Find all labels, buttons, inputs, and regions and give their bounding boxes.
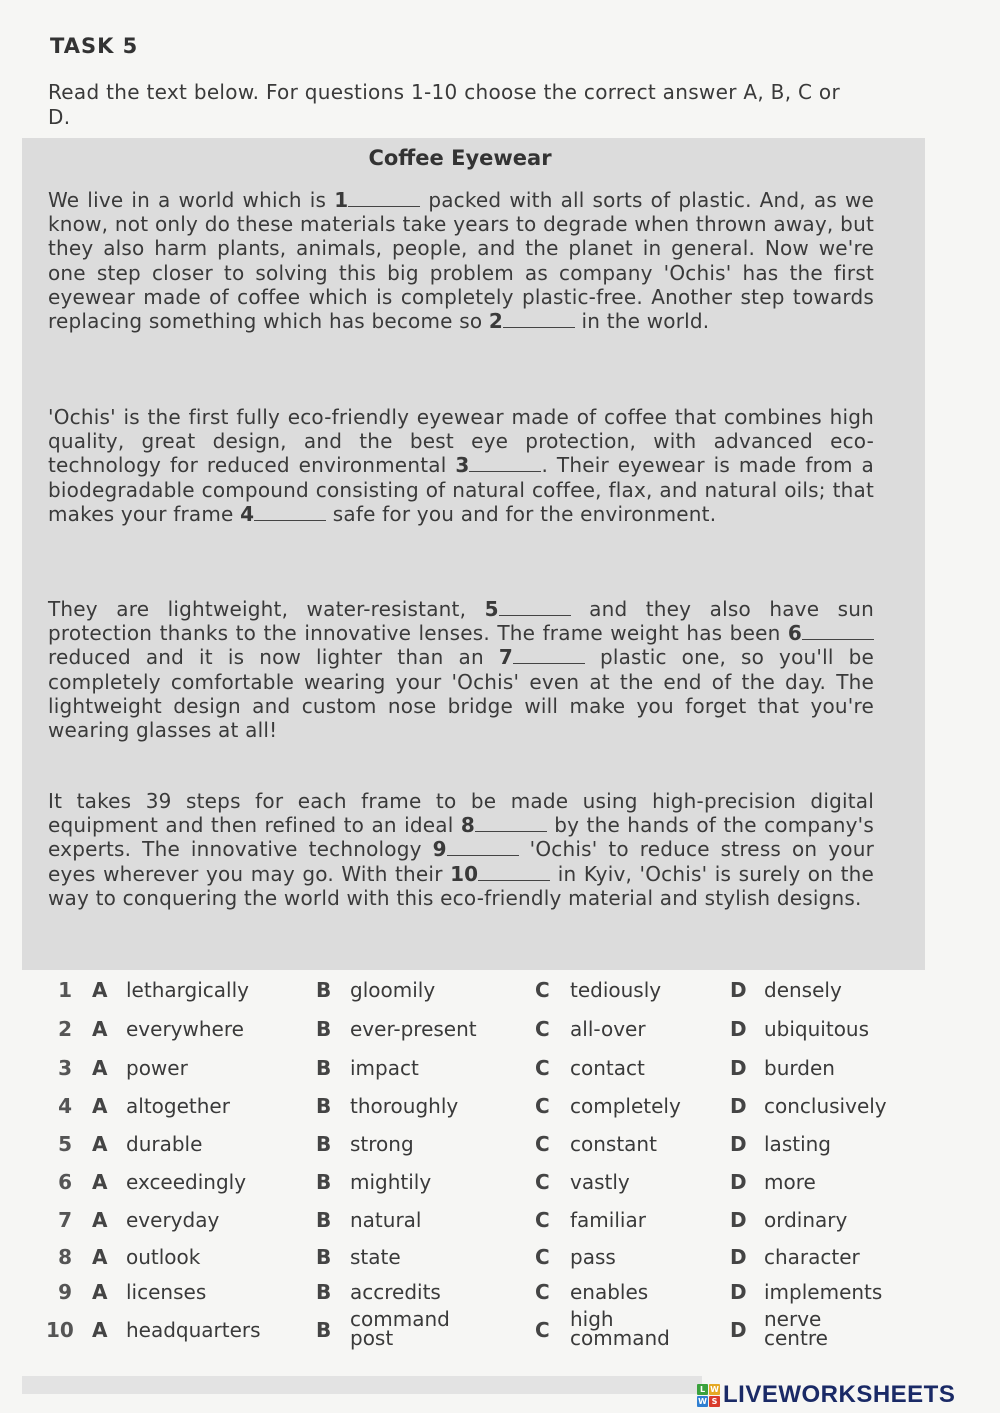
option-letter: B: [316, 1170, 332, 1194]
option-letter: D: [730, 1017, 747, 1041]
option-c[interactable]: all-over: [570, 1017, 646, 1041]
logo-square: L: [697, 1384, 708, 1395]
option-d[interactable]: burden: [764, 1056, 835, 1080]
option-c[interactable]: enables: [570, 1280, 649, 1304]
option-letter: B: [316, 1280, 332, 1304]
question-number: 5: [58, 1132, 72, 1156]
option-d[interactable]: implements: [764, 1280, 883, 1304]
option-c[interactable]: contact: [570, 1056, 645, 1080]
option-letter: C: [535, 1170, 550, 1194]
question-number: 10: [46, 1318, 74, 1342]
option-a[interactable]: outlook: [126, 1245, 201, 1269]
option-letter: C: [535, 1094, 550, 1118]
option-a[interactable]: licenses: [126, 1280, 207, 1304]
passage-text: We live in a world which is: [48, 188, 335, 212]
gap-1[interactable]: [348, 192, 420, 207]
option-d[interactable]: character: [764, 1245, 860, 1269]
passage-text: by the hands of the company's experts. The innovative technology: [48, 813, 874, 862]
gap-number: 9: [432, 837, 447, 862]
question-row: [40, 1245, 940, 1275]
option-d[interactable]: ubiquitous: [764, 1017, 870, 1041]
option-letter: D: [730, 1280, 747, 1304]
passage-text: safe for you and for the environment.: [326, 501, 717, 526]
option-letter: A: [92, 1280, 108, 1304]
option-b[interactable]: gloomily: [350, 978, 436, 1002]
passage-text: plastic one, so you'll be completely comfortable wearing your 'Ochis' even at the end of the day. The lightweight design and custom nose bridge will make you forget that you're wearing glasses at all!: [48, 645, 875, 743]
option-letter: D: [730, 1318, 747, 1342]
option-d[interactable]: more: [764, 1170, 816, 1194]
passage-text: It takes 39 steps for each frame to be made using high-precision digital equipment and then refined to an ideal: [48, 789, 874, 838]
question-row: [40, 1017, 940, 1047]
gap-number: 5: [484, 597, 499, 621]
option-b[interactable]: ever-present: [350, 1017, 477, 1041]
option-letter: D: [730, 1056, 747, 1080]
gap-number: 4: [240, 501, 255, 526]
option-letter: A: [92, 1056, 108, 1080]
option-letter: C: [535, 1132, 550, 1156]
logo-square: S: [709, 1396, 720, 1407]
option-d[interactable]: ordinary: [764, 1208, 848, 1232]
passage-text: in Kyiv, 'Ochis' is surely on the way to conquering the world with this eco-friendly material and stylish designs.: [48, 861, 874, 910]
question-number: 2: [58, 1017, 72, 1041]
option-letter: B: [316, 1017, 332, 1041]
option-b[interactable]: natural: [350, 1208, 422, 1232]
option-letter: B: [316, 1132, 332, 1156]
gap-number: 3: [455, 453, 470, 478]
gap-number: 8: [460, 813, 475, 838]
gap-8[interactable]: [475, 817, 547, 832]
option-c[interactable]: tediously: [570, 978, 662, 1002]
gap-5[interactable]: [499, 601, 571, 616]
option-letter: D: [730, 1094, 747, 1118]
option-a[interactable]: lethargically: [126, 978, 249, 1002]
option-letter: C: [535, 1245, 550, 1269]
question-number: 6: [58, 1170, 72, 1194]
option-letter: A: [92, 1245, 108, 1269]
question-number: 4: [58, 1094, 72, 1118]
passage-text: packed with all sorts of plastic. And, as we know, not only do these materials take years to degrade when thrown away, but they also harm plants, animals, people, and the planet in general. Now we're one step closer to solving this big problem as company 'Ochis' has the first eyewear made of coffee which is completely plastic-free. Another step towards replacing something which has become so: [48, 188, 874, 334]
instructions: Read the text below. For questions 1-10 choose the correct answer A, B, C or D.: [48, 80, 840, 129]
option-letter: C: [535, 978, 550, 1002]
option-a[interactable]: altogether: [126, 1094, 230, 1118]
option-b[interactable]: thoroughly: [350, 1094, 459, 1118]
option-letter: A: [92, 1208, 108, 1232]
passage-text: 'Ochis' is the first fully eco-friendly eyewear made of coffee that combines high quality, great design, and the best eye protection, with advanced eco-technology for reduced environmental: [48, 405, 874, 478]
option-letter: D: [730, 1170, 747, 1194]
gap-6[interactable]: [802, 625, 874, 640]
option-letter: C: [535, 1056, 550, 1080]
option-letter: B: [316, 978, 332, 1002]
gap-number: 10: [450, 861, 479, 886]
option-letter: B: [316, 1245, 332, 1269]
option-b[interactable]: mightily: [350, 1170, 432, 1194]
option-c[interactable]: vastly: [570, 1170, 630, 1194]
question-number: 7: [58, 1208, 72, 1232]
option-a[interactable]: power: [126, 1056, 188, 1080]
option-letter: C: [535, 1280, 550, 1304]
gap-number: 6: [787, 621, 802, 646]
option-d[interactable]: densely: [764, 978, 842, 1002]
option-b[interactable]: strong: [350, 1132, 414, 1156]
paragraph-2: [48, 405, 874, 526]
option-c[interactable]: completely: [570, 1094, 681, 1118]
paragraph-4: [48, 789, 874, 910]
option-letter: A: [92, 1017, 108, 1041]
gap-number: 2: [488, 309, 503, 334]
passage-text: reduced and it is now lighter than an: [48, 645, 499, 670]
option-letter: A: [92, 1132, 108, 1156]
logo-square: W: [698, 1396, 707, 1406]
option-b[interactable]: state: [350, 1245, 401, 1269]
paragraph-3: [48, 597, 874, 742]
passage-title: Coffee Eyewear: [368, 146, 552, 170]
option-c[interactable]: pass: [570, 1245, 616, 1269]
option-letter: B: [316, 1056, 332, 1080]
option-letter: B: [316, 1208, 332, 1232]
question-row: [40, 1307, 940, 1350]
question-row: [40, 1056, 940, 1086]
option-letter: C: [535, 1208, 550, 1232]
option-a[interactable]: headquarters: [126, 1318, 261, 1342]
option-letter: A: [92, 1170, 108, 1194]
option-letter: B: [316, 1318, 332, 1342]
question-number: 9: [58, 1280, 72, 1304]
option-letter: D: [730, 1245, 747, 1269]
option-d[interactable]: lasting: [764, 1132, 832, 1156]
logo-mark-icon: [697, 1384, 720, 1407]
logo-square: W: [710, 1384, 719, 1394]
footer-strip: [22, 1376, 702, 1394]
gap-number: 1: [334, 188, 349, 212]
passage-text: in the world.: [574, 309, 710, 334]
question-row: [40, 1170, 940, 1200]
question-number: 3: [58, 1056, 72, 1080]
passage-text: 'Ochis' to reduce stress on your eyes wherever you may go. With their: [48, 837, 875, 886]
question-row: [40, 1208, 940, 1238]
option-b[interactable]: impact: [350, 1056, 419, 1080]
gap-3[interactable]: [469, 457, 541, 472]
option-b[interactable]: accredits: [350, 1280, 441, 1304]
option-c[interactable]: familiar: [570, 1208, 646, 1232]
option-b[interactable]: command post: [350, 1307, 450, 1350]
option-letter: C: [535, 1017, 550, 1041]
option-letter: A: [92, 1318, 108, 1342]
option-a[interactable]: exceedingly: [126, 1170, 247, 1194]
passage-text: . Their eyewear is made from a biodegradable compound consisting of natural coffee, flax, and natural oils; that makes your frame: [48, 453, 875, 526]
gap-4[interactable]: [254, 506, 326, 521]
gap-2[interactable]: [503, 313, 575, 328]
option-a[interactable]: durable: [126, 1132, 203, 1156]
paragraph-1: [48, 188, 874, 333]
question-number: 8: [58, 1245, 72, 1269]
option-a[interactable]: everywhere: [126, 1017, 244, 1041]
option-letter: D: [730, 1132, 747, 1156]
task-title: TASK 5: [50, 34, 139, 58]
option-letter: A: [92, 1094, 108, 1118]
passage-text: They are lightweight, water-resistant,: [48, 597, 485, 621]
option-d[interactable]: conclusively: [764, 1094, 887, 1118]
logo-text: LIVEWORKSHEETS: [723, 1381, 956, 1408]
question-row: [40, 1132, 940, 1162]
question-row: [40, 978, 940, 1008]
option-letter: A: [92, 978, 108, 1002]
question-row: [40, 1280, 940, 1310]
option-letter: C: [535, 1318, 550, 1342]
gap-number: 7: [498, 645, 513, 670]
option-letter: D: [730, 1208, 747, 1232]
question-number: 1: [58, 978, 72, 1002]
option-d[interactable]: nerve centre: [764, 1307, 828, 1350]
question-row: [40, 1094, 940, 1124]
gap-10[interactable]: [478, 866, 550, 881]
option-c[interactable]: constant: [570, 1132, 657, 1156]
option-letter: D: [730, 978, 747, 1002]
gap-9[interactable]: [447, 841, 519, 856]
option-c[interactable]: high command: [570, 1307, 670, 1350]
passage-text: and they also have sun protection thanks to the innovative lenses. The frame weight has been: [48, 597, 874, 646]
option-a[interactable]: everyday: [126, 1208, 220, 1232]
option-letter: B: [316, 1094, 332, 1118]
gap-7[interactable]: [513, 649, 585, 664]
liveworksheets-logo: [697, 1381, 955, 1409]
